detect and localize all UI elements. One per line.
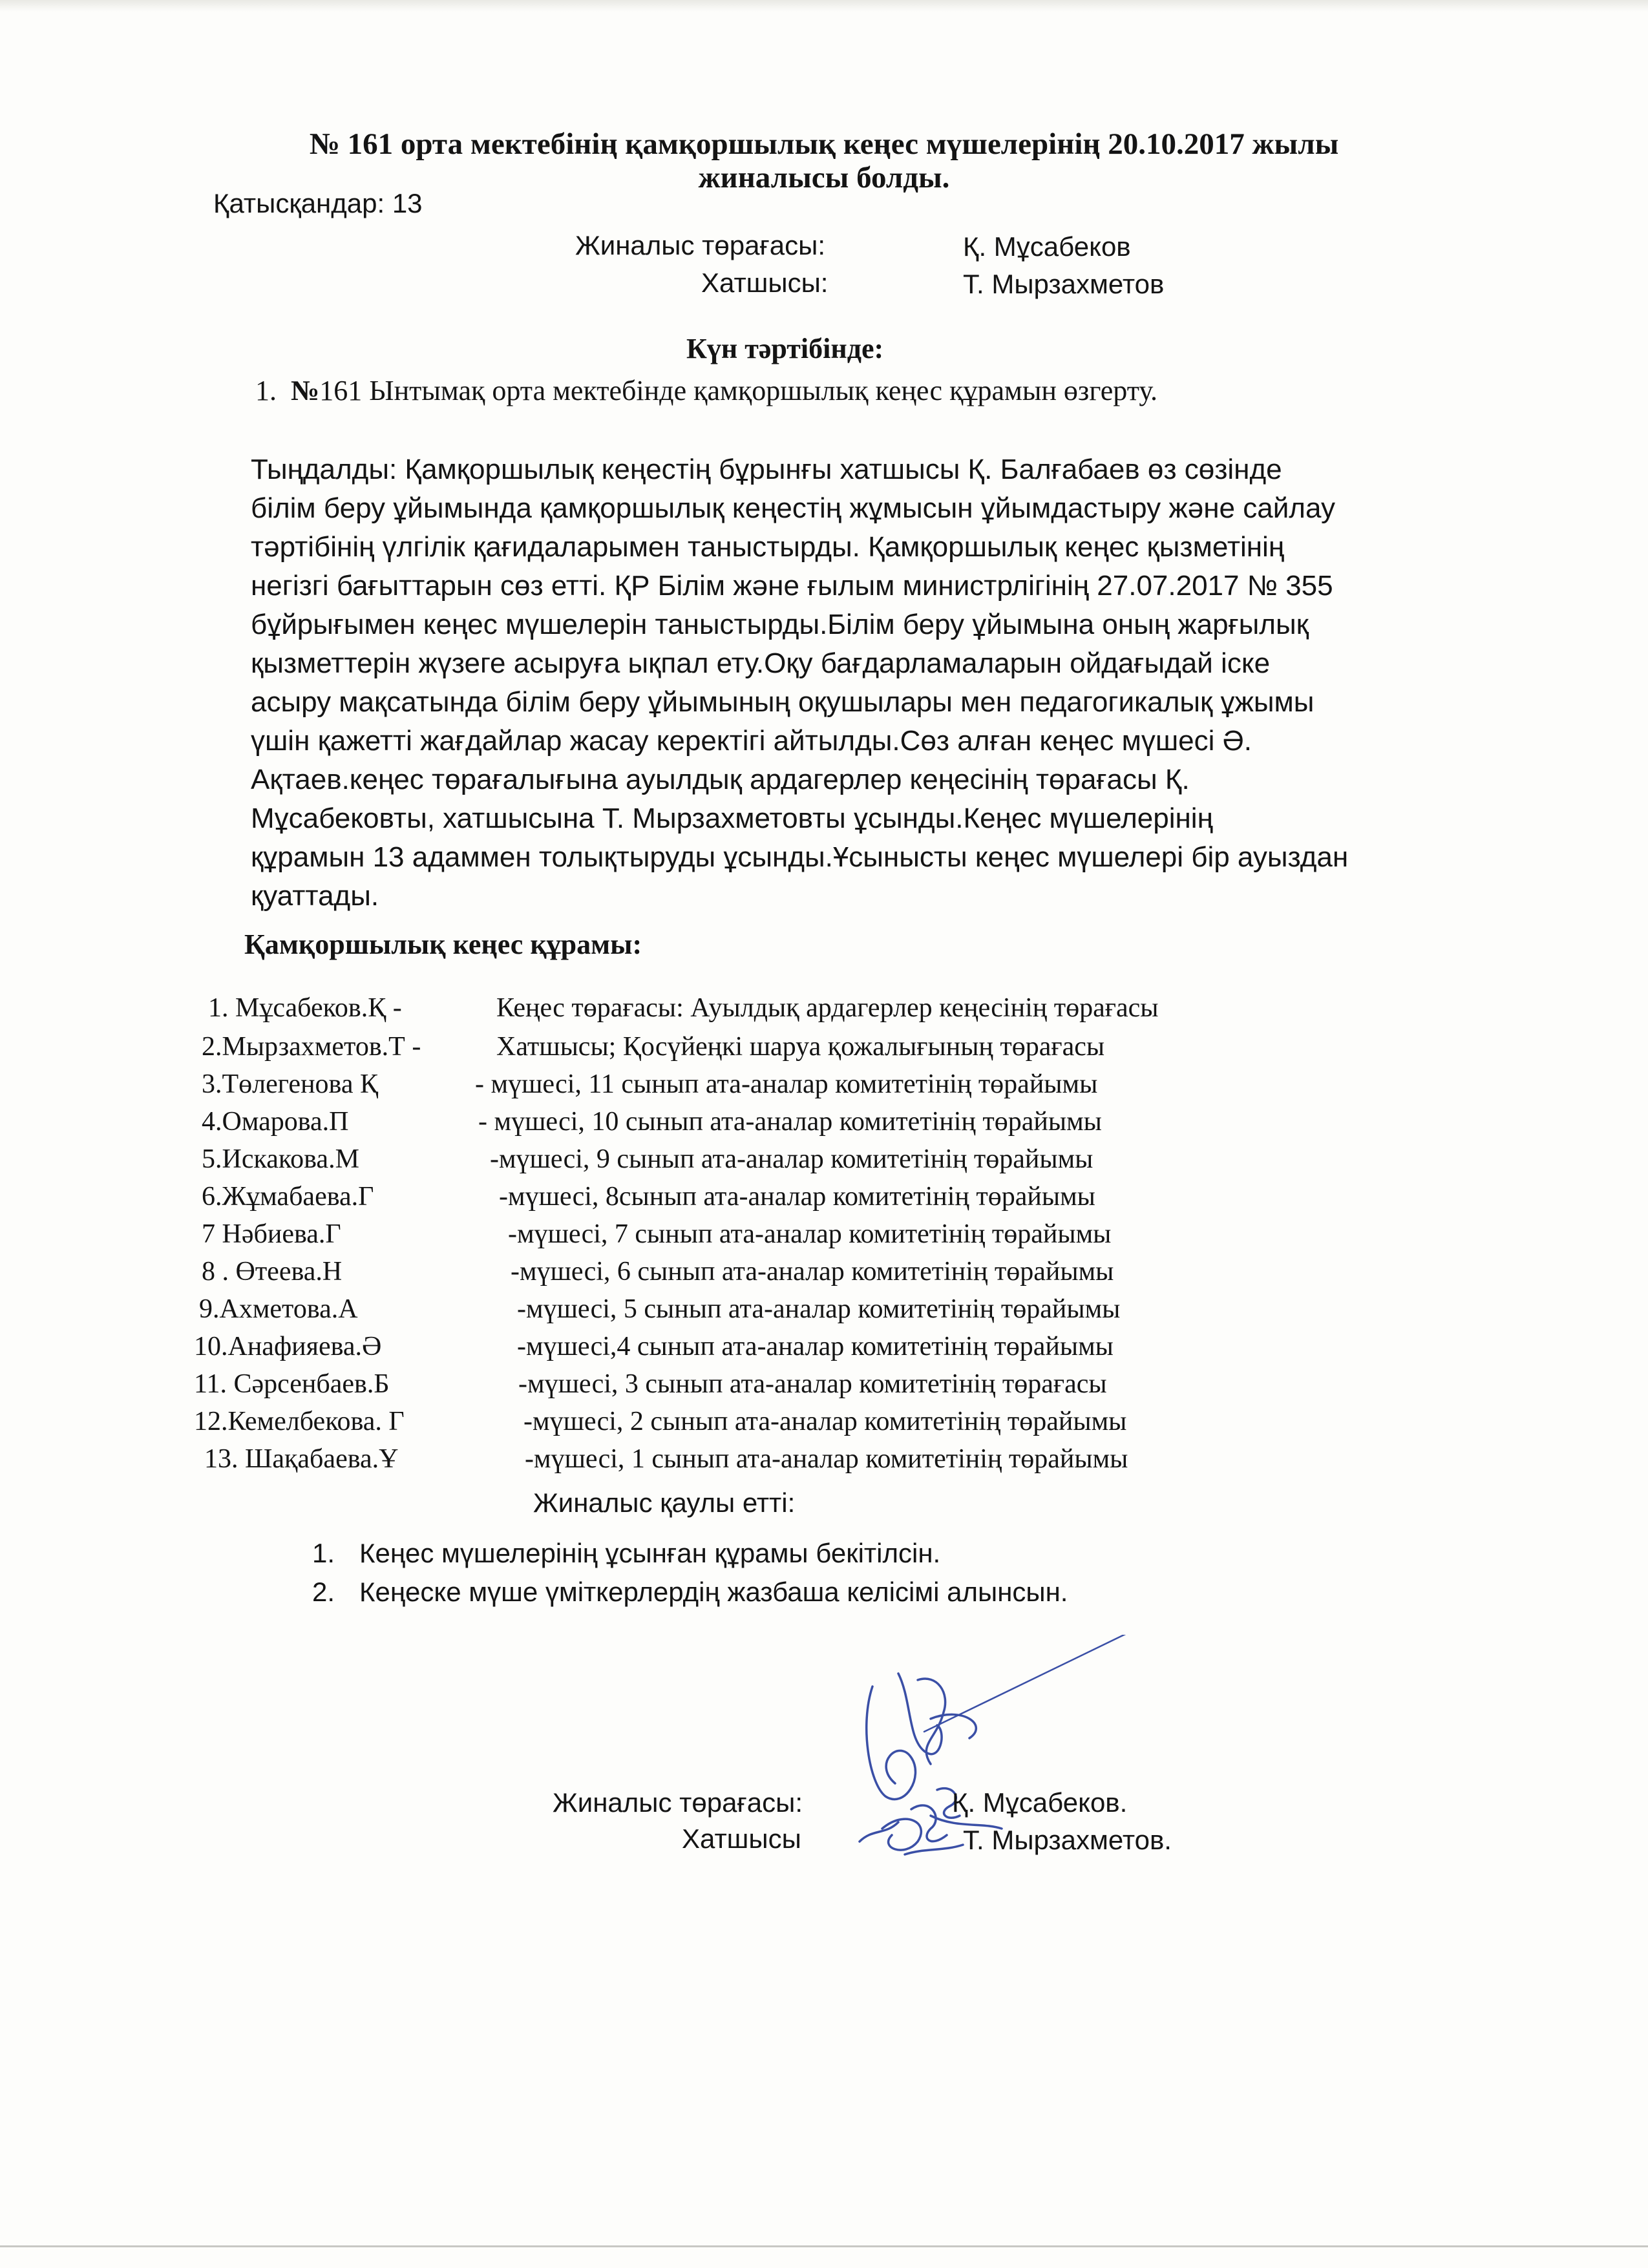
handwritten-signature — [834, 1635, 1196, 1906]
attendance-count: Қатысқандар: 13 — [213, 188, 423, 218]
member-role: -мүшесі, 1 сынып ата-аналар комитетінің төрайымы — [525, 1444, 1128, 1474]
chair-name: Қ. Мұсабеков — [963, 231, 1131, 262]
paragraph-line: негізгі бағыттарын сөз етті. ҚР Білім және ғылым министрлігінің 27.07.2017 № 355 — [251, 570, 1333, 602]
member-role: - мүшесі, 10 сынып ата-аналар комитетінің төрайымы — [478, 1107, 1102, 1137]
document-title-line1: № 161 орта мектебінің қамқоршылық кеңес мүшелерінің 20.10.2017 жылы — [309, 127, 1339, 161]
resolution-item-number: 2. — [312, 1577, 335, 1607]
member-role: -мүшесі,4 сынып ата-аналар комитетінің төрайымы — [517, 1332, 1114, 1361]
member-name: 4.Омарова.П — [202, 1107, 349, 1137]
paragraph-line: Ақтаев.кеңес төрағалығына ауылдық ардагерлер кеңесінің төрағасы Қ. — [251, 764, 1190, 795]
signature-secretary-name: Т. Мырзахметов. — [963, 1825, 1172, 1855]
member-role: - мүшесі, 11 сынып ата-аналар комитетінің төрайымы — [475, 1069, 1098, 1099]
paragraph-line: бұйрығымен кеңес мүшелерін таныстырды.Білім беру ұйымына оның жарғылық — [251, 609, 1309, 640]
member-name: 10.Анафияева.Ә — [194, 1332, 382, 1361]
member-role: -мүшесі, 3 сынып ата-аналар комитетінің төрағасы — [518, 1369, 1107, 1399]
resolution-item-number: 1. — [312, 1538, 335, 1568]
signature-secretary-label: Хатшысы — [682, 1823, 801, 1854]
secretary-name: Т. Мырзахметов — [963, 269, 1165, 299]
member-role: Кеңес төрағасы: Ауылдық ардагерлер кеңесінің төрағасы — [496, 993, 1159, 1023]
paragraph-line: қуаттады. — [251, 880, 379, 912]
member-name: 11. Сәрсенбаев.Б — [194, 1369, 390, 1399]
paragraph-line: үшін қажетті жағдайлар жасау керектігі айтылды.Сөз алған кеңес мүшесі Ә. — [251, 725, 1252, 757]
member-name: 6.Жұмабаева.Г — [202, 1182, 374, 1212]
member-role: -мүшесі, 9 сынып ата-аналар комитетінің төрайымы — [490, 1144, 1093, 1174]
member-role: -мүшесі, 6 сынып ата-аналар комитетінің төрайымы — [511, 1257, 1114, 1286]
member-name: 2.Мырзахметов.Т - — [202, 1032, 421, 1062]
paragraph-line: асыру мақсатында білім беру ұйымының оқушылары мен педагогикалық ұжымы — [251, 686, 1315, 718]
council-heading: Қамқоршылық кеңес құрамы: — [244, 929, 642, 960]
signature-chair-label: Жиналыс төрағасы: — [553, 1787, 803, 1818]
document-title-line2: жиналысы болды. — [698, 161, 950, 194]
member-name: 1. Мұсабеков.Қ - — [208, 993, 402, 1023]
paragraph-line: тәртібінің үлгілік қағидаларымен таныстырды. Қамқоршылық кеңес қызметінің — [251, 531, 1285, 563]
scan-bottom-line — [0, 2245, 1648, 2247]
member-role: -мүшесі, 8сынып ата-аналар комитетінің төрайымы — [499, 1182, 1095, 1212]
paragraph-line: Мұсабековты, хатшысына Т. Мырзахметовты ұсынды.Кеңес мүшелерінің — [251, 803, 1213, 834]
agenda-heading: Күн тәртібінде: — [686, 333, 884, 364]
scan-edge-shadow — [0, 0, 1648, 12]
chair-label: Жиналыс төрағасы: — [575, 230, 826, 260]
paragraph-line: Тыңдалды: Қамқоршылық кеңестің бұрынғы хатшысы Қ. Балғабаев өз сөзінде — [251, 454, 1282, 485]
member-name: 5.Искакова.М — [202, 1144, 359, 1174]
member-name: 9.Ахметова.А — [199, 1294, 358, 1324]
agenda-item-number-sign: № — [291, 375, 320, 406]
paragraph-line: қызметтерін жүзеге асыруға ықпал ету.Оқу бағдарламаларын ойдағыдай іске — [251, 647, 1271, 679]
paragraph-line: білім беру ұйымында қамқоршылық кеңестің жұмысын ұйымдастыру және сайлау — [251, 492, 1335, 524]
member-name: 7 Нәбиева.Г — [202, 1219, 341, 1249]
member-role: -мүшесі, 5 сынып ата-аналар комитетінің төрайымы — [517, 1294, 1121, 1324]
resolution-item-text: Кеңеске мүше үміткерлердің жазбаша келісімі алынсын. — [359, 1577, 1068, 1607]
member-name: 8 . Өтеева.Н — [202, 1257, 343, 1286]
member-role: -мүшесі, 7 сынып ата-аналар комитетінің төрайымы — [508, 1219, 1112, 1249]
agenda-item — [255, 372, 1157, 410]
member-role: -мүшесі, 2 сынып ата-аналар комитетінің төрайымы — [523, 1407, 1127, 1436]
resolution-item-text: Кеңес мүшелерінің ұсынған құрамы бекітілсін. — [359, 1538, 941, 1568]
paragraph-line: құрамын 13 адаммен толықтыруды ұсынды.Ұсынысты кеңес мүшелері бір ауыздан — [251, 841, 1349, 873]
agenda-item-number: 1. — [255, 375, 277, 406]
secretary-label: Хатшысы: — [701, 268, 829, 298]
signature-chair-name: Қ. Мұсабеков. — [952, 1787, 1128, 1818]
member-name: 12.Кемелбекова. Г — [194, 1407, 405, 1436]
member-name: 3.Төлегенова Қ — [202, 1069, 378, 1099]
member-name: 13. Шақабаева.Ұ — [204, 1444, 399, 1474]
resolution-heading: Жиналыс қаулы етті: — [533, 1487, 796, 1518]
member-role: Хатшысы; Қосүйеңкі шаруа қожалығының төрағасы — [496, 1032, 1105, 1062]
agenda-item-text: 161 Ынтымақ орта мектебінде қамқоршылық кеңес құрамын өзгерту. — [319, 375, 1157, 406]
